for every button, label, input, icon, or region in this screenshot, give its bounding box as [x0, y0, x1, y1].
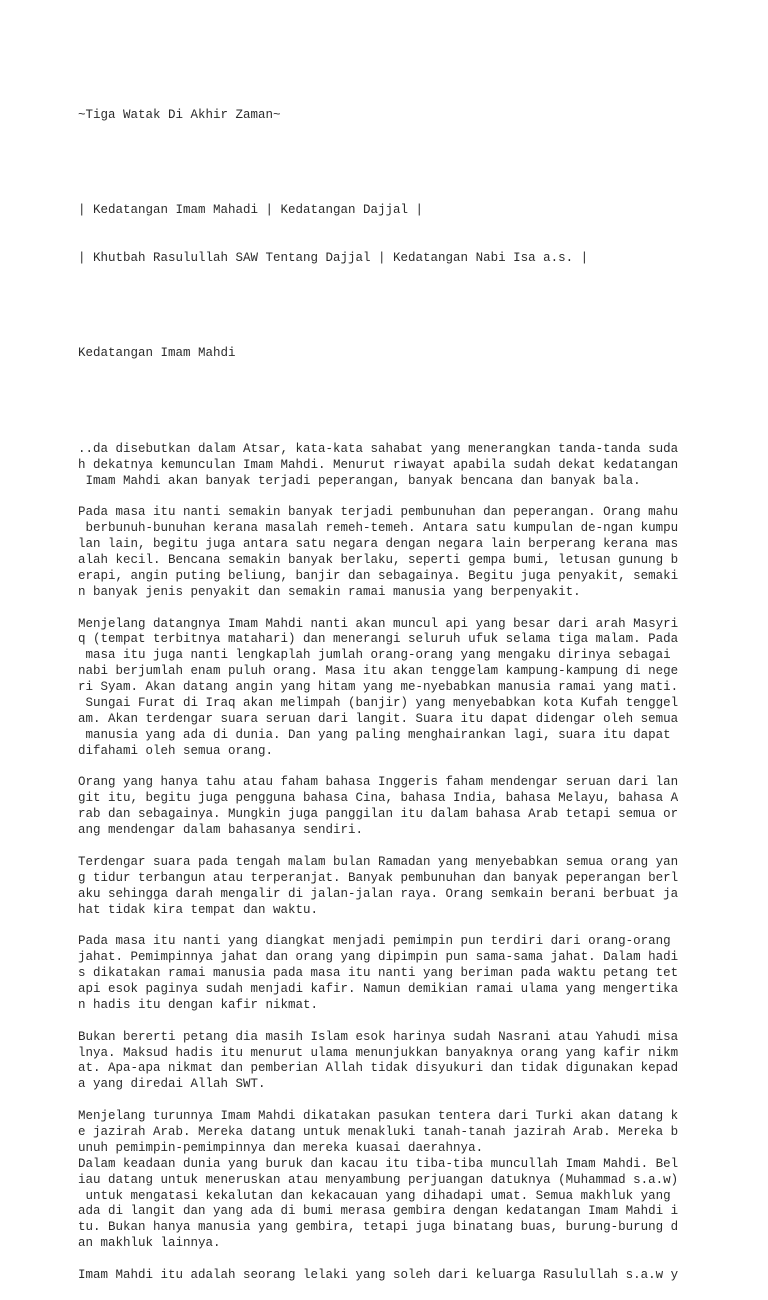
paragraph-line: Imam Mahdi itu adalah seorang lelaki yang soleh dari keluarga Rasulullah s.a.w y — [78, 1268, 679, 1283]
paragraph-line: Pada masa itu nanti yang diangkat menjadi pemimpin pun terdiri dari orang-orang — [78, 934, 671, 949]
blank-line — [78, 918, 758, 934]
paragraph-line: Pada masa itu nanti semakin banyak terjadi pembunuhan dan peperangan. Orang mahu — [78, 505, 679, 520]
paragraph-line: untuk mengatasi kekalutan dan kekacauan yang dihadapi umat. Semua makhluk yang — [78, 1188, 671, 1203]
document-page — [78, 76, 758, 1300]
paragraph-line: masa itu juga nanti lengkaplah jumlah orang-orang yang mengaku dirinya sebagai — [78, 648, 671, 663]
paragraph-line: iau datang untuk meneruskan atau menyambung perjuangan datuknya (Muhammad s.a.w) — [78, 1172, 679, 1187]
paragraph-line: berbunuh-bunuhan kerana masalah remeh-temeh. Antara satu kumpulan de-ngan kumpu — [78, 521, 679, 536]
blank-line — [78, 1014, 758, 1030]
paragraph-line: q (tempat terbitnya matahari) dan menerangi seluruh ufuk selama tiga malam. Pada — [78, 632, 679, 647]
paragraph-line: Menjelang turunnya Imam Mahdi dikatakan pasukan tentera dari Turki akan datang k — [78, 1109, 679, 1124]
paragraph-line: Terdengar suara pada tengah malam bulan Ramadan yang menyebabkan semua orang yan — [78, 854, 679, 869]
paragraph — [78, 855, 758, 919]
nav-line-1: | Kedatangan Imam Mahadi | Kedatangan Dajjal | — [78, 203, 424, 218]
paragraph-line: h dekatnya kemunculan Imam Mahdi. Menurut riwayat apabila sudah dekat kedatangan — [78, 457, 679, 472]
paragraph-line: n hadis itu dengan kafir nikmat. — [78, 997, 319, 1012]
paragraph-line: erapi, angin puting beliung, banjir dan sebagainya. Begitu juga penyakit, semaki — [78, 568, 679, 583]
blank-line — [78, 601, 758, 617]
paragraph-line: unuh pemimpin-pemimpinnya dan mereka kuasai daerahnya. — [78, 1140, 484, 1155]
paragraph — [78, 1109, 758, 1252]
paragraph-line: hat tidak kira tempat dan waktu. — [78, 902, 319, 917]
paragraph-line: api esok paginya sudah menjadi kafir. Namun demikian ramai ulama yang mengertika — [78, 982, 679, 997]
paragraph-line: a yang diredai Allah SWT. — [78, 1077, 266, 1092]
paragraph-line: rab dan sebagainya. Mungkin juga panggilan itu dalam bahasa Arab tetapi semua or — [78, 807, 679, 822]
section-heading: Kedatangan Imam Mahdi — [78, 346, 236, 361]
paragraphs-container — [78, 442, 758, 1284]
paragraph — [78, 442, 758, 490]
paragraph-line: ..da disebutkan dalam Atsar, kata-kata sahabat yang menerangkan tanda-tanda suda — [78, 441, 679, 456]
paragraph-line: manusia yang ada di dunia. Dan yang paling menghairankan lagi, suara itu dapat — [78, 727, 671, 742]
paragraph-line: Imam Mahdi akan banyak terjadi peperangan, banyak bencana dan banyak bala. — [78, 473, 641, 488]
blank-line — [78, 1252, 758, 1268]
blank-line — [78, 299, 758, 315]
paragraph-line: nabi berjumlah enam puluh orang. Masa itu akan tenggelam kampung-kampung di nege — [78, 664, 679, 679]
paragraph-line: git itu, begitu juga pengguna bahasa Cina, bahasa India, bahasa Melayu, bahasa A — [78, 791, 679, 806]
blank-line — [78, 156, 758, 172]
paragraph-line: am. Akan terdengar suara seruan dari langit. Suara itu dapat didengar oleh semua — [78, 711, 679, 726]
paragraph-line: ang mendengar dalam bahasanya sendiri. — [78, 823, 364, 838]
paragraph-line: at. Apa-apa nikmat dan pemberian Allah tidak disyukuri dan tidak digunakan kepad — [78, 1061, 679, 1076]
paragraph-line: Dalam keadaan dunia yang buruk dan kacau itu tiba-tiba muncullah Imam Mahdi. Bel — [78, 1156, 679, 1171]
blank-line — [78, 839, 758, 855]
document-title: ~Tiga Watak Di Akhir Zaman~ — [78, 107, 281, 122]
paragraph-line: ri Syam. Akan datang angin yang hitam yang me-nyebabkan manusia ramai yang mati. — [78, 680, 679, 695]
paragraph-line: s dikatakan ramai manusia pada masa itu nanti yang beriman pada waktu petang tet — [78, 966, 679, 981]
blank-line — [78, 489, 758, 505]
paragraph-line: Orang yang hanya tahu atau faham bahasa Inggeris faham mendengar seruan dari lan — [78, 775, 679, 790]
paragraph-line: aku sehingga darah mengalir di jalan-jalan raya. Orang semkain berani berbuat ja — [78, 886, 679, 901]
blank-line — [78, 760, 758, 776]
paragraph-line: ada di langit dan yang ada di bumi merasa gembira dengan kedatangan Imam Mahdi i — [78, 1204, 679, 1219]
paragraph-line: lnya. Maksud hadis itu menurut ulama menunjukkan banyaknya orang yang kafir nikm — [78, 1045, 679, 1060]
paragraph — [78, 1030, 758, 1094]
paragraph-line: tu. Bukan hanya manusia yang gembira, tetapi juga binatang buas, burung-burung d — [78, 1220, 679, 1235]
paragraph-line: e jazirah Arab. Mereka datang untuk menakluki tanah-tanah jazirah Arab. Mereka b — [78, 1125, 679, 1140]
paragraph-line: difahami oleh semua orang. — [78, 743, 274, 758]
paragraph-line: Bukan bererti petang dia masih Islam esok harinya sudah Nasrani atau Yahudi misa — [78, 1029, 679, 1044]
paragraph — [78, 934, 758, 1013]
paragraph — [78, 617, 758, 760]
blank-line — [78, 1093, 758, 1109]
paragraph-line: n banyak jenis penyakit dan semakin ramai manusia yang berpenyakit. — [78, 584, 581, 599]
paragraph-line: Menjelang datangnya Imam Mahdi nanti akan muncul api yang besar dari arah Masyri — [78, 616, 679, 631]
paragraph — [78, 775, 758, 839]
paragraph-line: g tidur terbangun atau terperanjat. Banyak pembunuhan dan banyak peperangan berl — [78, 870, 679, 885]
paragraph — [78, 1268, 758, 1284]
paragraph-line: alah kecil. Bencana semakin banyak berlaku, seperti gempa bumi, letusan gunung b — [78, 552, 679, 567]
paragraph — [78, 505, 758, 600]
paragraph-line: an makhluk lainnya. — [78, 1236, 221, 1251]
paragraph-line: jahat. Pemimpinnya jahat dan orang yang dipimpin pun sama-sama jahat. Dalam hadi — [78, 950, 679, 965]
blank-line — [78, 394, 758, 410]
nav-line-2: | Khutbah Rasulullah SAW Tentang Dajjal | Kedatangan Nabi Isa a.s. | — [78, 250, 589, 265]
paragraph-line: lan lain, begitu juga antara satu negara dengan negara lain berperang kerana mas — [78, 537, 679, 552]
paragraph-line: Sungai Furat di Iraq akan melimpah (banjir) yang menyebabkan kota Kufah tenggel — [78, 695, 679, 710]
